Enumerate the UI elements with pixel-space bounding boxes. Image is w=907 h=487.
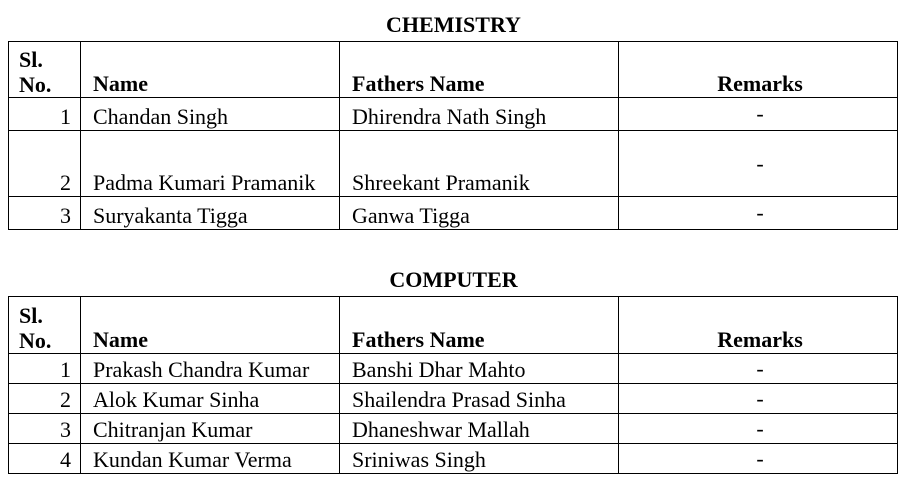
cell-remarks: -: [619, 384, 898, 414]
header-name: Name: [81, 297, 340, 354]
cell-sl-no: 2: [9, 384, 81, 414]
header-remarks: Remarks: [619, 297, 898, 354]
cell-remarks: -: [619, 354, 898, 384]
cell-fathers-name: Sriniwas Singh: [340, 444, 619, 474]
header-sl-no: Sl. No.: [9, 297, 81, 354]
header-remarks: Remarks: [619, 42, 898, 98]
cell-remarks: -: [619, 414, 898, 444]
cell-name: Suryakanta Tigga: [81, 197, 340, 230]
header-fathers-name: Fathers Name: [340, 42, 619, 98]
table-row: [9, 444, 898, 474]
cell-fathers-name: Dhaneshwar Mallah: [340, 414, 619, 444]
cell-fathers-name: Shreekant Pramanik: [340, 131, 619, 197]
table-row: [9, 131, 898, 197]
table-row: [9, 414, 898, 444]
cell-sl-no: 3: [9, 197, 81, 230]
cell-sl-no: 2: [9, 131, 81, 197]
cell-remarks: -: [619, 98, 898, 131]
header-sl-no: Sl. No.: [9, 42, 81, 98]
table-header-row: [9, 42, 898, 98]
chemistry-table: [8, 41, 898, 230]
cell-remarks: -: [619, 197, 898, 230]
cell-remarks: -: [619, 131, 898, 197]
table-row: [9, 354, 898, 384]
cell-sl-no: 3: [9, 414, 81, 444]
section-title-computer: COMPUTER: [389, 267, 518, 292]
header-fathers-name: Fathers Name: [340, 297, 619, 354]
cell-remarks: -: [619, 444, 898, 474]
header-name: Name: [81, 42, 340, 98]
cell-name: Kundan Kumar Verma: [81, 444, 340, 474]
cell-name: Padma Kumari Pramanik: [81, 131, 340, 197]
cell-fathers-name: Ganwa Tigga: [340, 197, 619, 230]
cell-fathers-name: Shailendra Prasad Sinha: [340, 384, 619, 414]
cell-sl-no: 1: [9, 98, 81, 131]
cell-name: Chitranjan Kumar: [81, 414, 340, 444]
section-title-chemistry: CHEMISTRY: [386, 12, 521, 37]
table-row: [9, 384, 898, 414]
cell-name: Chandan Singh: [81, 98, 340, 131]
cell-fathers-name: Dhirendra Nath Singh: [340, 98, 619, 131]
computer-table: [8, 296, 898, 474]
cell-name: Prakash Chandra Kumar: [81, 354, 340, 384]
cell-fathers-name: Banshi Dhar Mahto: [340, 354, 619, 384]
cell-name: Alok Kumar Sinha: [81, 384, 340, 414]
table-row: [9, 98, 898, 131]
cell-sl-no: 1: [9, 354, 81, 384]
table-row: [9, 197, 898, 230]
table-header-row: [9, 297, 898, 354]
cell-sl-no: 4: [9, 444, 81, 474]
